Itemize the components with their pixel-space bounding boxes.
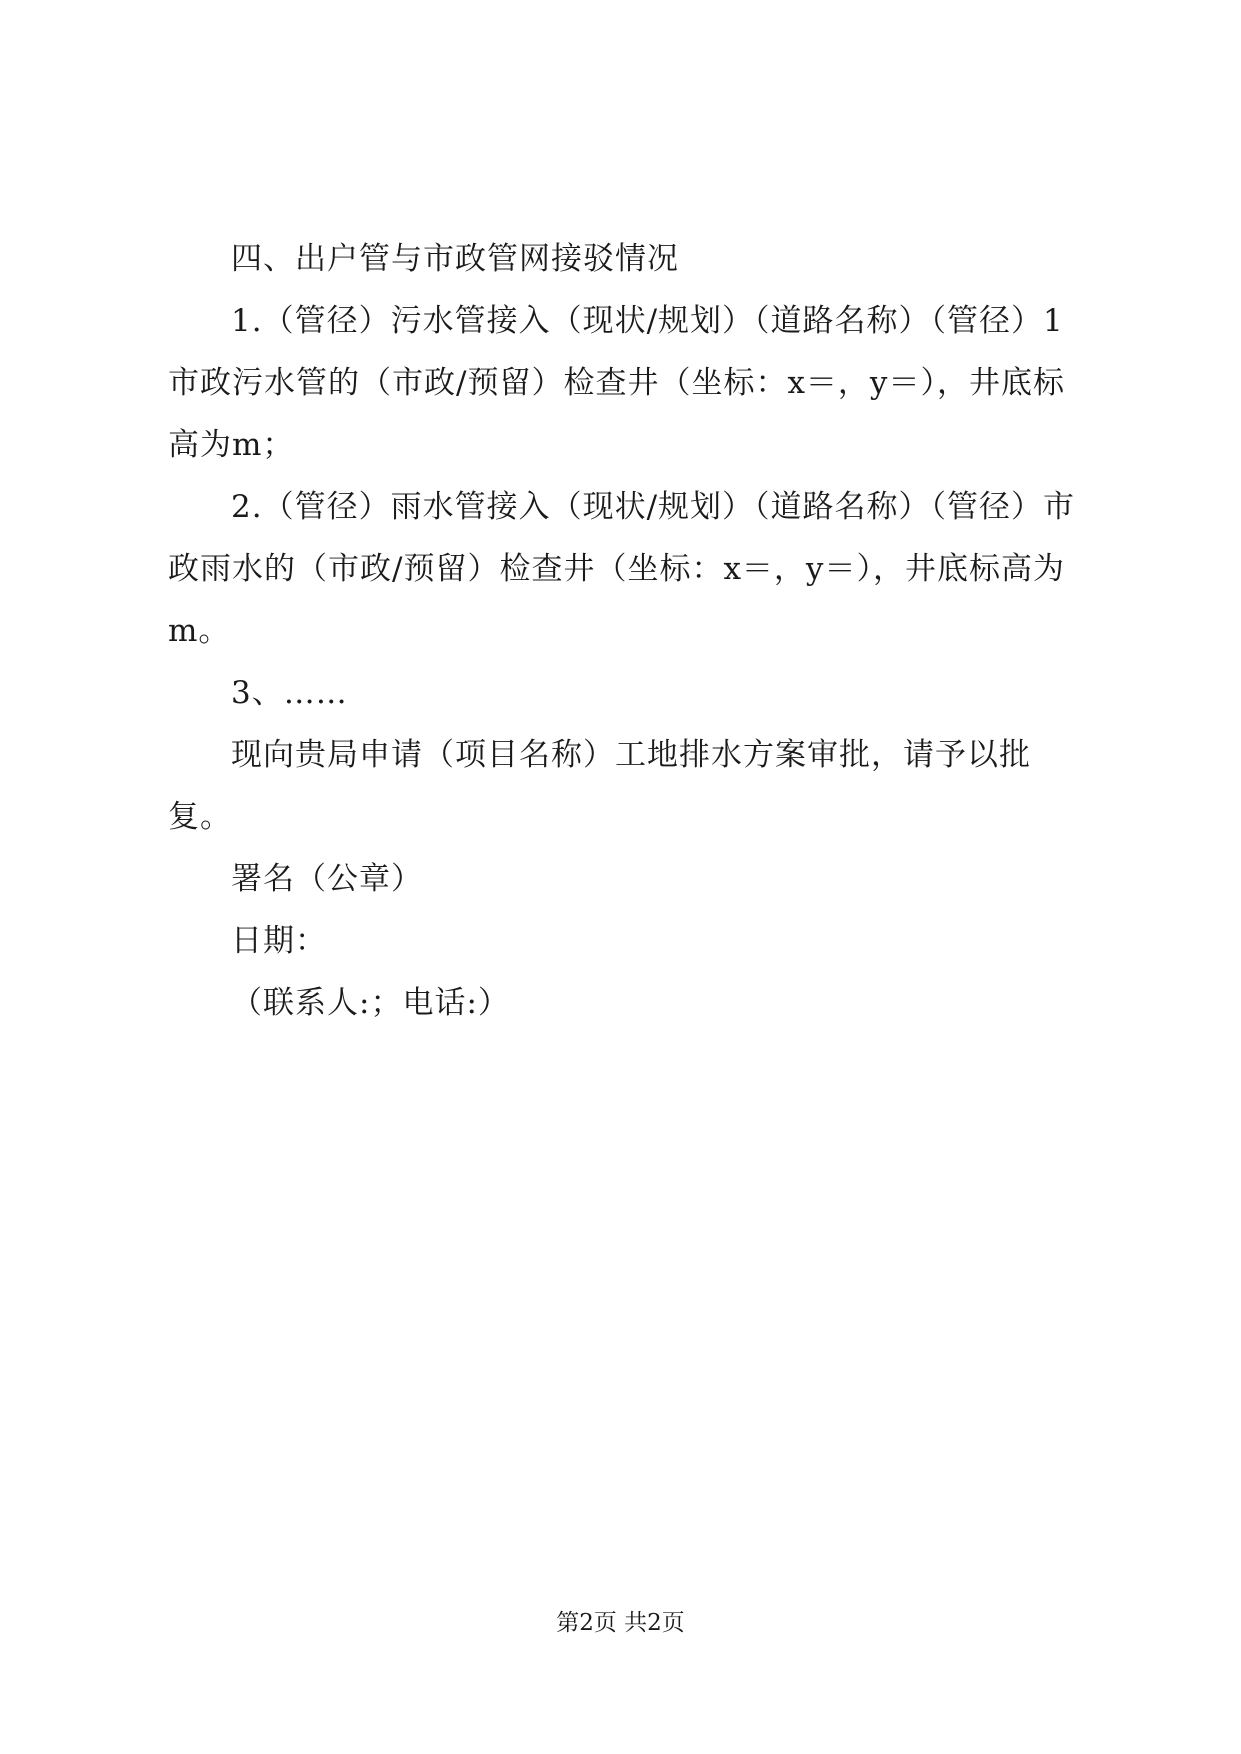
list-item-rainwater: 2.（管径）雨水管接入（现状/规划）（道路名称）（管径）市政雨水的（市政/预留）检查井（坐标：x＝，y＝），井底标高为m。 — [168, 489, 1076, 649]
document-body — [168, 228, 1088, 1034]
page-footer — [0, 1608, 1241, 1638]
page-number: 第2页 共2页 — [556, 1610, 685, 1636]
section-heading: 四、出户管与市政管网接驳情况 — [231, 241, 679, 277]
list-item-sewage: 1.（管径）污水管接入（现状/规划）（道路名称）（管径）1市政污水管的（市政/预留）检查井（坐标：x＝，y＝），井底标高为m； — [168, 303, 1065, 463]
contact-line: （联系人:；电话:） — [231, 985, 510, 1021]
request-statement: 现向贵局申请（项目名称）工地排水方案审批，请予以批复。 — [168, 737, 1031, 835]
signature-line: 署名（公章） — [231, 861, 423, 897]
list-item-more: 3、…… — [231, 675, 348, 711]
date-line: 日期： — [231, 923, 327, 959]
